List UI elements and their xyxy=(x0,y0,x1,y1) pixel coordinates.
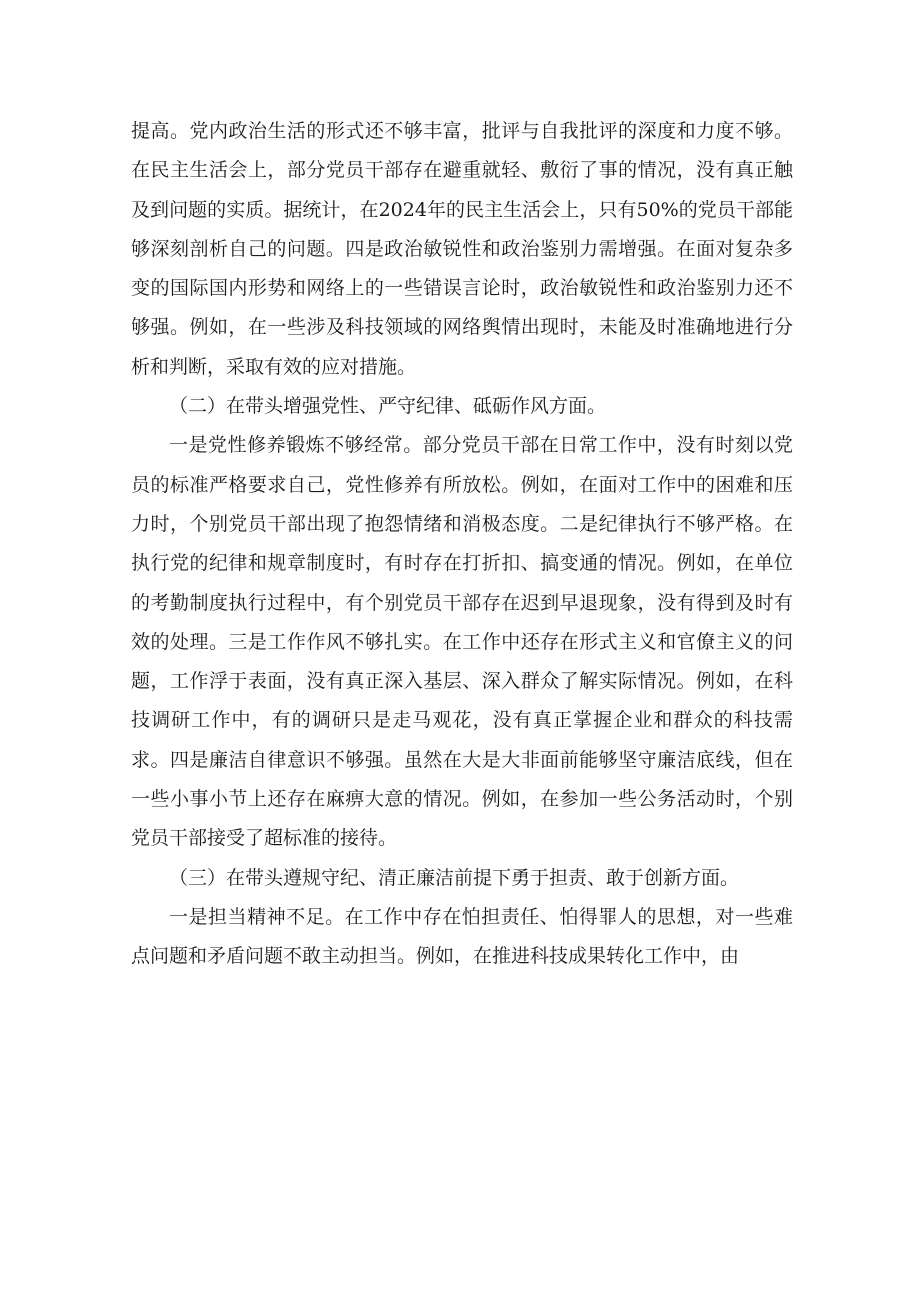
document-body xyxy=(131,112,793,977)
paragraph-section-3: 一是担当精神不足。在工作中存在怕担责任、怕得罪人的思想，对一些难点问题和矛盾问题不敢主动担当。例如，在推进科技成果转化工作中，由 xyxy=(131,905,793,968)
paragraph-section-2: 一是党性修养锻炼不够经常。部分党员干部在日常工作中，没有时刻以党员的标准严格要求自己，党性修养有所放松。例如，在面对工作中的困难和压力时，个别党员干部出现了抱怨情绪和消极态度。二是纪律执行不够严格。在执行党的纪律和规章制度时，有时存在打折扣、搞变通的情况。例如，在单位的考勤制度执行过程中，有个别党员干部存在迟到早退现象，没有得到及时有效的处理。三是工作作风不够扎实。在工作中还存在形式主义和官僚主义的问题，工作浮于表面，没有真正深入基层、深入群众了解实际情况。例如，在科技调研工作中，有的调研只是走马观花，没有真正掌握企业和群众的科技需求。四是廉洁自律意识不够强。虽然在大是大非面前能够坚守廉洁底线，但在一些小事小节上还存在麻痹大意的情况。例如，在参加一些公务活动时，个别党员干部接受了超标准的接待。 xyxy=(131,434,793,850)
section-heading-3: （三）在带头遵规守纪、清正廉洁前提下勇于担责、敢于创新方面。 xyxy=(169,866,740,889)
paragraph-continuation: 提高。党内政治生活的形式还不够丰富，批评与自我批评的深度和力度不够。在民主生活会上，部分党员干部存在避重就轻、敷衍了事的情况，没有真正触及到问题的实质。据统计，在2024年的民主生活会上，只有50%的党员干部能够深刻剖析自己的问题。四是政治敏锐性和政治鉴别力需增强。在面对复杂多变的国际国内形势和网络上的一些错误言论时，政治敏锐性和政治鉴别力还不够强。例如，在一些涉及科技领域的网络舆情出现时，未能及时准确地进行分析和判断，采取有效的应对措施。 xyxy=(131,120,793,378)
section-heading-2: （二）在带头增强党性、严守纪律、砥砺作风方面。 xyxy=(169,395,607,418)
